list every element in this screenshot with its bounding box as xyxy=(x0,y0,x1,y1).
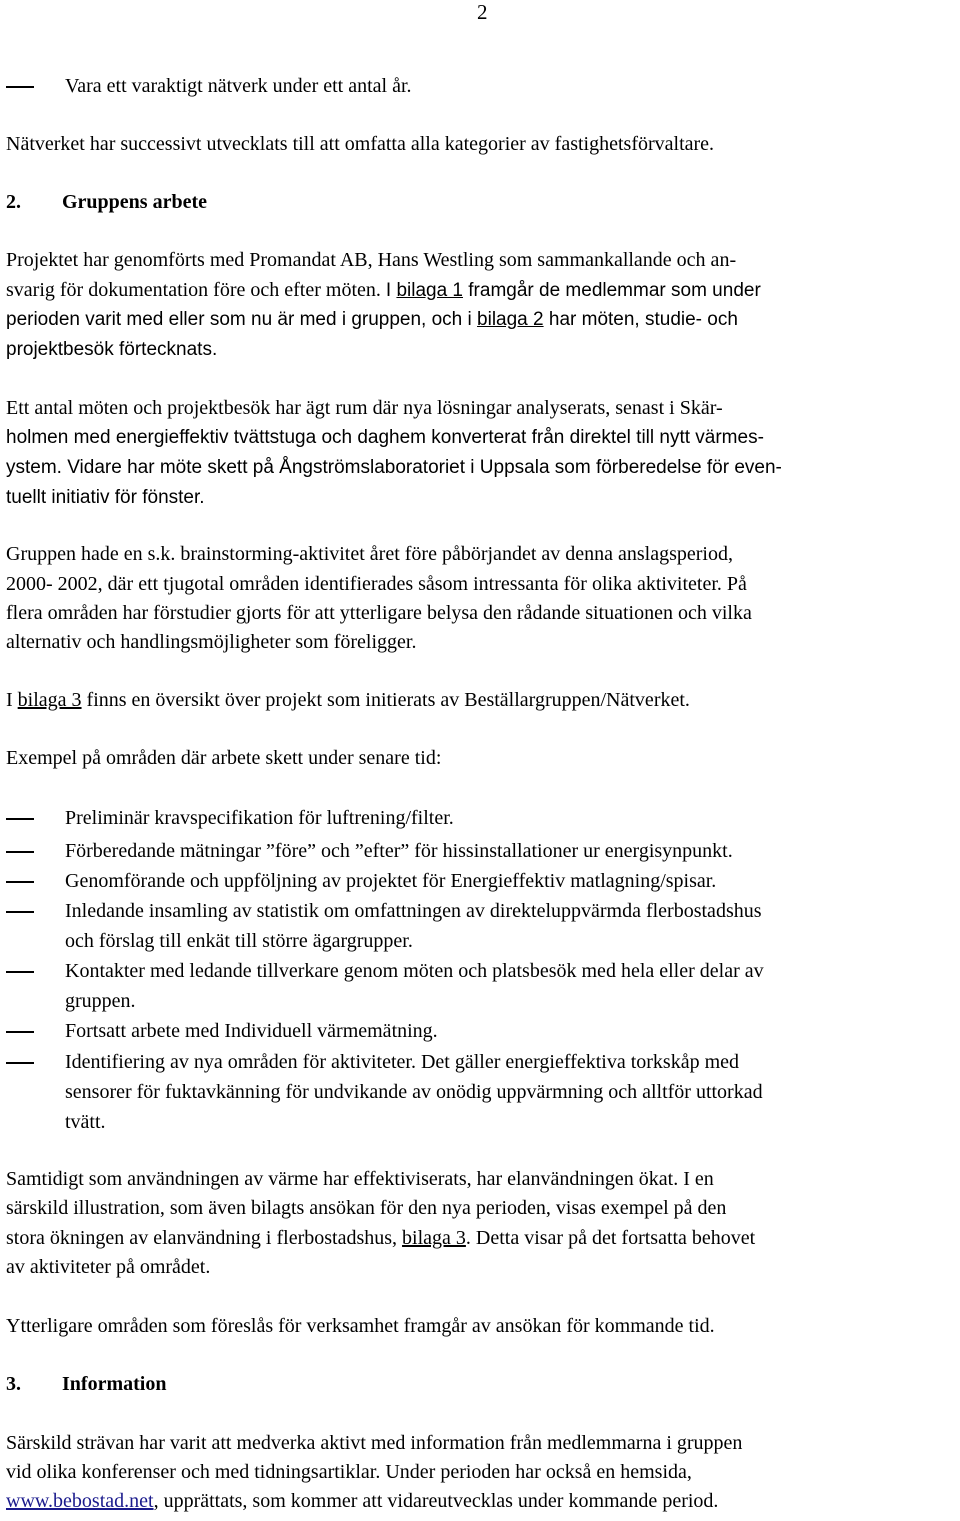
p6-line-1: Samtidigt som användningen av värme har effektiviserats, har elanvändningen ökat. I en xyxy=(6,1168,714,1190)
p1-line-3-a: perioden varit med eller som nu är med i gruppen, och i xyxy=(6,309,478,330)
p1-line-2-sans-a: I xyxy=(385,280,397,301)
p6-line-4: av aktiviteter på området. xyxy=(6,1256,211,1278)
list-item-6: Fortsatt arbete med Individuell värmemätning. xyxy=(65,1020,438,1042)
dash-bullet-marker xyxy=(6,1016,34,1033)
p1-line-1: Projektet har genomförts med Promandat AB, Hans Westling som sammankallande och an- xyxy=(6,249,737,271)
intro-bullet-text: Vara ett varaktigt nätverk under ett antal år. xyxy=(65,75,412,97)
p1-line-2-sans-b: framgår de medlemmar som under xyxy=(463,280,761,301)
list-item-1: Preliminär kravspecifikation för luftrening/filter. xyxy=(65,807,454,829)
p3-line-3: flera områden har förstudier gjorts för att ytterligare belysa den rådande situationen och vilka xyxy=(6,602,752,624)
p6-line-3 xyxy=(6,1223,755,1253)
bilaga-1-ref: bilaga 1 xyxy=(396,280,463,301)
p2-line-1: Ett antal möten och projektbesök har ägt rum där nya lösningar analyserats, senast i Skär- xyxy=(6,397,723,419)
p3-line-2: 2000- 2002, där ett tjugotal områden identifierades såsom intressanta för olika aktiviteter. På xyxy=(6,573,747,595)
p3-line-1: Gruppen hade en s.k. brainstorming-aktivitet året före påbörjandet av denna anslagsperiod, xyxy=(6,543,733,565)
p4-b: finns en översikt över projekt som initierats av Beställargruppen/Nätverket. xyxy=(81,689,690,711)
bilaga-3-ref-2: bilaga 3 xyxy=(402,1227,466,1249)
p1-line-2-text: svarig för dokumentation före och efter möten. xyxy=(6,279,386,301)
list-item-7-line-1: Identifiering av nya områden för aktiviteter. Det gäller energieffektiva torkskåp med xyxy=(65,1051,740,1073)
section-3-number: 3. xyxy=(6,1373,21,1395)
p2-line-4: tuellt initiativ för fönster. xyxy=(6,487,205,508)
p1-line-3-b: har möten, studie- och xyxy=(543,309,738,330)
list-item-5-line-2: gruppen. xyxy=(65,990,136,1012)
p8-line-2: vid olika konferenser och med tidningsartiklar. Under perioden har också en hemsida, xyxy=(6,1461,692,1483)
dash-bullet-marker xyxy=(6,71,34,88)
p4-line xyxy=(6,685,690,715)
list-item-5-line-1: Kontakter med ledande tillverkare genom möten och platsbesök med hela eller delar av xyxy=(65,960,764,982)
dash-bullet-marker xyxy=(6,1047,34,1064)
dash-bullet-marker xyxy=(6,956,34,973)
list-item-3: Genomförande och uppföljning av projektet för Energieffektiv matlagning/spisar. xyxy=(65,870,717,892)
page-number: 2 xyxy=(477,0,488,24)
p1-line-4: projektbesök förtecknats. xyxy=(6,339,218,360)
list-item-4-line-1: Inledande insamling av statistik om omfattningen av direkteluppvärmda flerbostadshus xyxy=(65,900,762,922)
p2-line-2: holmen med energieffektiv tvättstuga och daghem konverterat från direktel till nytt värmes- xyxy=(6,427,764,448)
section-3-title: Information xyxy=(62,1373,167,1395)
p1-line-2 xyxy=(6,275,761,306)
bilaga-3-ref: bilaga 3 xyxy=(17,689,82,711)
p2-line-3: ystem. Vidare har möte skett på Ångströmslaboratoriet i Uppsala som förberedelse för even- xyxy=(6,457,782,478)
p6-line-3-a: stora ökningen av elanvändning i flerbostadshus, xyxy=(6,1227,403,1249)
p8-line-3 xyxy=(6,1486,718,1516)
p3-line-4: alternativ och handlingsmöjligheter som föreligger. xyxy=(6,631,417,653)
section-2-title: Gruppens arbete xyxy=(62,191,207,213)
dash-bullet-marker xyxy=(6,896,34,913)
p7-line: Ytterligare områden som föreslås för verksamhet framgår av ansökan för kommande tid. xyxy=(6,1315,715,1337)
list-item-7-line-2: sensorer för fuktavkänning för undvikande av onödig uppvärmning och alltför uttorkad xyxy=(65,1081,763,1103)
p1-line-3 xyxy=(6,305,738,335)
website-link[interactable]: www.bebostad.net xyxy=(6,1490,154,1512)
section-2-number: 2. xyxy=(6,191,21,213)
dash-bullet-marker xyxy=(6,836,34,853)
dash-bullet-marker xyxy=(6,866,34,883)
list-item-4-line-2: och förslag till enkät till större ägargrupper. xyxy=(65,930,413,952)
p5-line: Exempel på områden där arbete skett under senare tid: xyxy=(6,747,442,769)
bilaga-2-ref: bilaga 2 xyxy=(477,309,544,330)
list-item-7-line-3: tvätt. xyxy=(65,1111,106,1133)
p6-line-2: särskild illustration, som även bilagts ansökan för den nya perioden, visas exempel på den xyxy=(6,1197,727,1219)
p4-a: I xyxy=(6,689,18,711)
network-paragraph: Nätverket har successivt utvecklats till att omfatta alla kategorier av fastighetsförvaltare. xyxy=(6,133,715,155)
p8-line-3-b: , upprättats, som kommer att vidareutvecklas under kommande period. xyxy=(153,1490,719,1512)
p8-line-1: Särskild strävan har varit att medverka aktivt med information från medlemmarna i gruppen xyxy=(6,1432,743,1454)
list-item-2: Förberedande mätningar ”före” och ”efter” för hissinstallationer ur energisynpunkt. xyxy=(65,840,733,862)
p6-line-3-b: . Detta visar på det fortsatta behovet xyxy=(465,1227,756,1249)
dash-bullet-marker xyxy=(6,803,34,820)
